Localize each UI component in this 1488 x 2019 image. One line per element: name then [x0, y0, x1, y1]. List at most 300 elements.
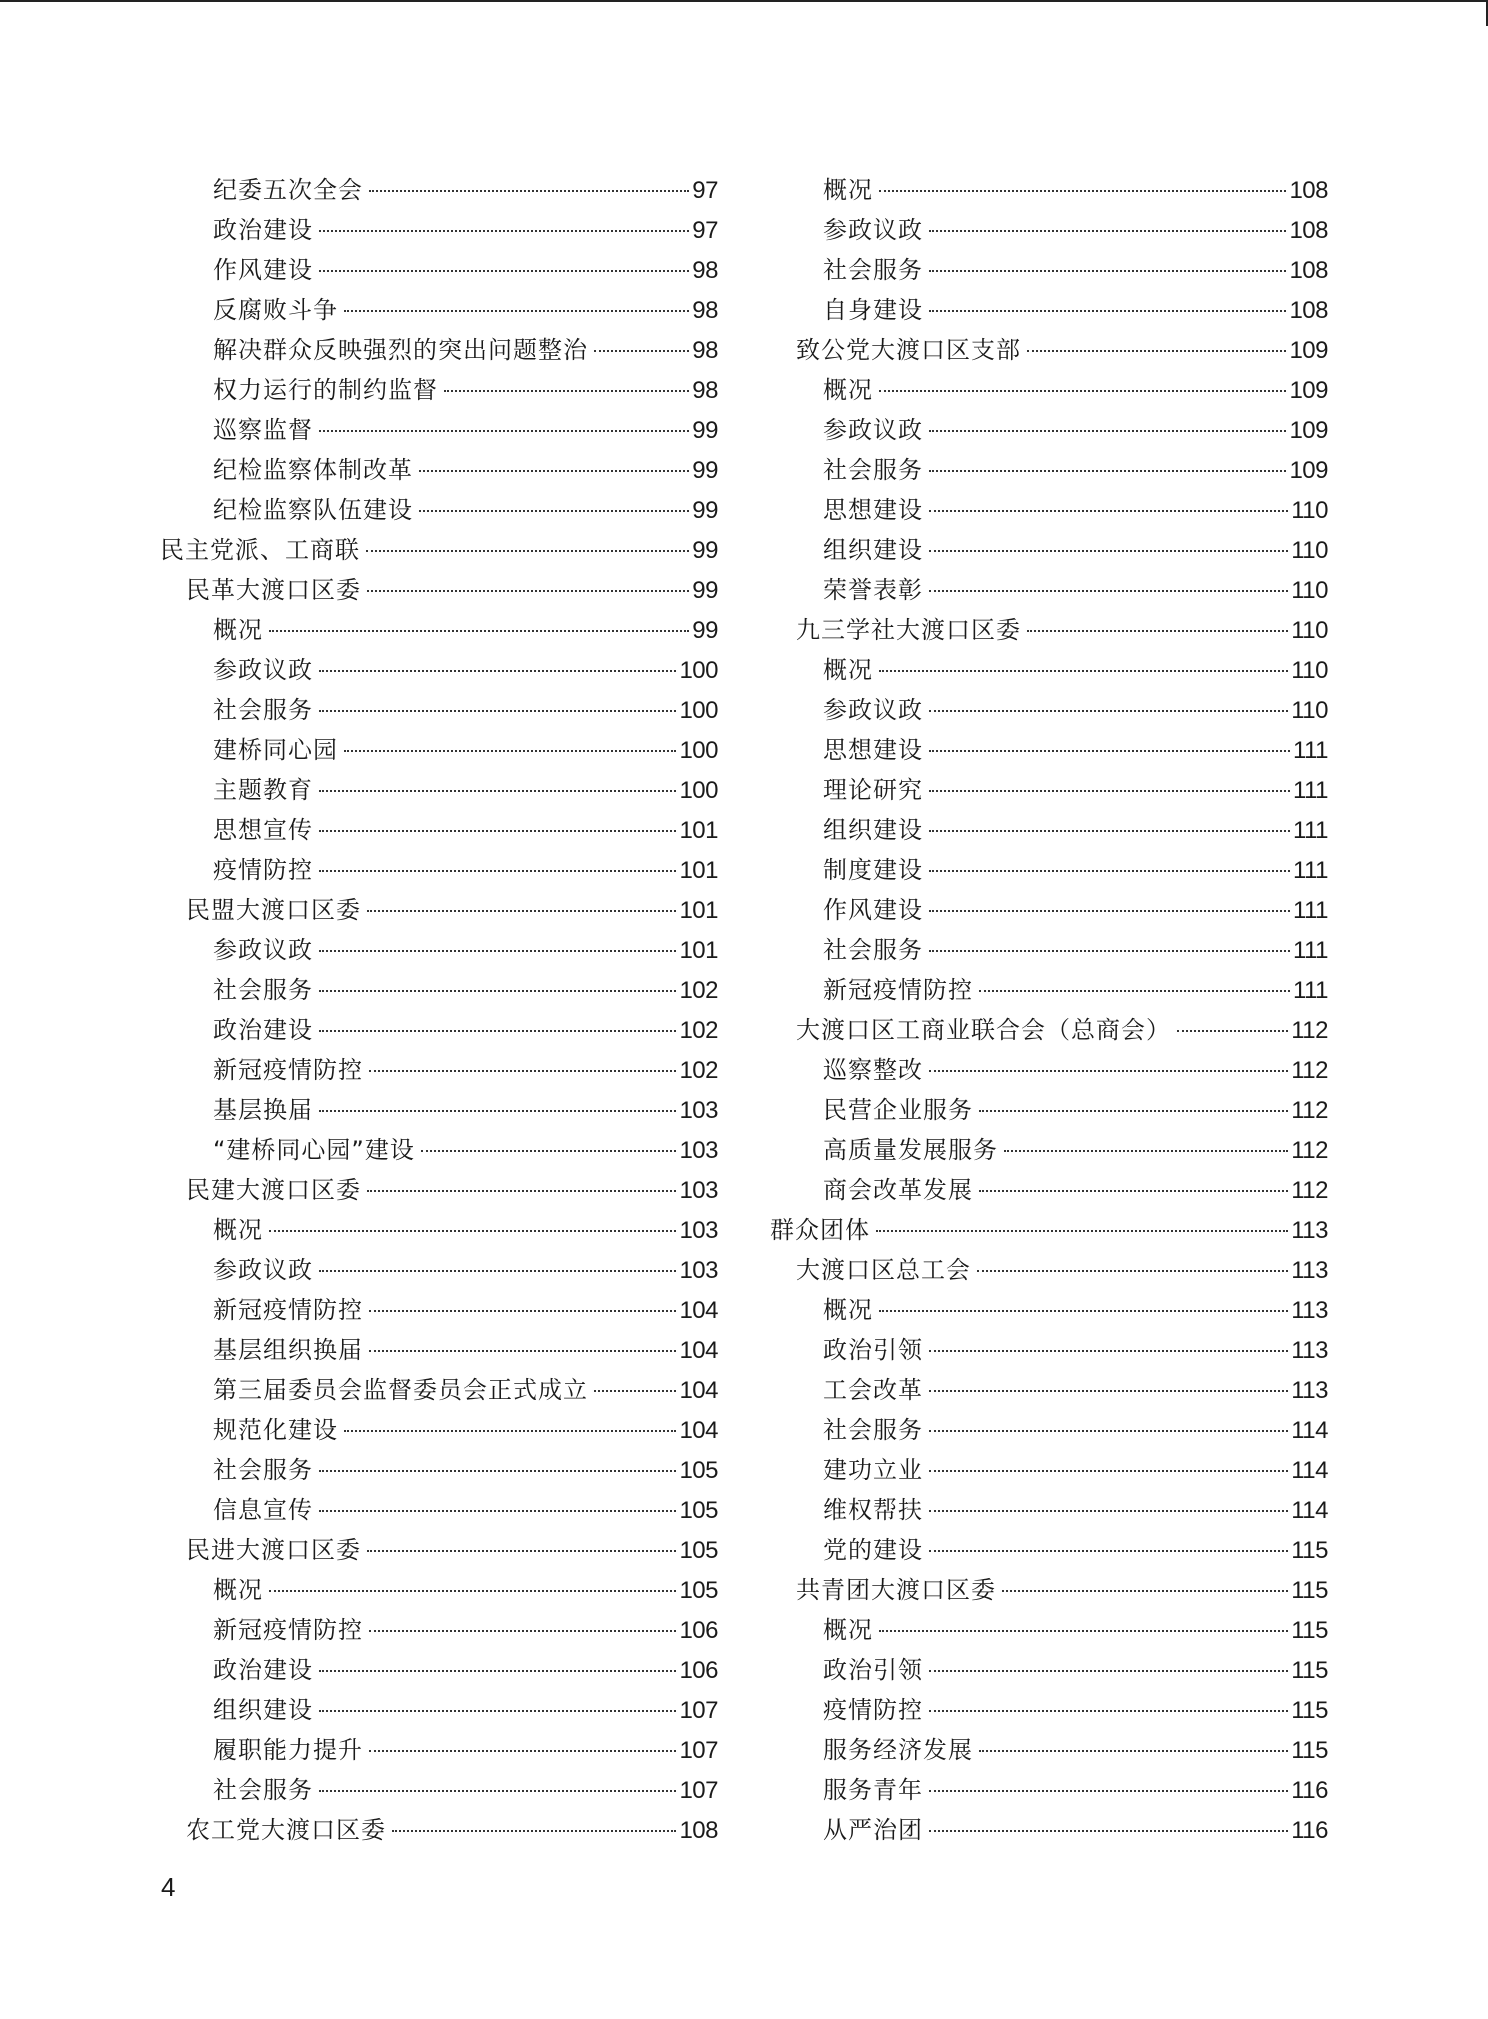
toc-entry-page: 115: [1291, 1657, 1328, 1684]
toc-entry-page: 103: [679, 1137, 718, 1164]
toc-entry[interactable]: [770, 530, 1328, 570]
toc-entry-page: 111: [1293, 897, 1328, 924]
toc-entry[interactable]: [160, 1330, 718, 1370]
toc-dot-leader: [929, 430, 1286, 432]
toc-entry[interactable]: [770, 330, 1328, 370]
toc-entry-title: 新冠疫情防控: [213, 1056, 363, 1084]
toc-entry[interactable]: [160, 250, 718, 290]
toc-entry-title: 民主党派、工商联: [160, 536, 360, 564]
toc-entry[interactable]: [770, 690, 1328, 730]
toc-entry-title: 作风建设: [823, 896, 923, 924]
toc-entry-page: 102: [679, 977, 718, 1004]
toc-dot-leader: [319, 950, 676, 952]
toc-entry-title: 政治建设: [213, 216, 313, 244]
toc-entry[interactable]: [160, 1410, 718, 1450]
toc-entry[interactable]: [160, 450, 718, 490]
toc-dot-leader: [319, 1790, 676, 1792]
toc-entry-page: 107: [679, 1777, 718, 1804]
toc-entry-page: 101: [679, 937, 718, 964]
toc-entry[interactable]: [770, 1370, 1328, 1410]
toc-entry[interactable]: [160, 890, 718, 930]
toc-entry-page: 101: [679, 857, 718, 884]
toc-entry-title: 民营企业服务: [823, 1096, 973, 1124]
toc-entry[interactable]: [770, 210, 1328, 250]
toc-dot-leader: [392, 1830, 676, 1832]
toc-entry-page: 113: [1291, 1217, 1328, 1244]
toc-dot-leader: [421, 1150, 677, 1152]
toc-dot-leader: [979, 990, 1290, 992]
toc-dot-leader: [419, 510, 689, 512]
toc-entry-page: 111: [1293, 977, 1328, 1004]
toc-entry[interactable]: [770, 1170, 1328, 1210]
toc-entry-page: 114: [1291, 1417, 1328, 1444]
toc-dot-leader: [444, 390, 689, 392]
toc-dot-leader: [319, 1710, 676, 1712]
toc-entry-page: 104: [679, 1297, 718, 1324]
toc-dot-leader: [929, 1670, 1288, 1672]
toc-entry[interactable]: [770, 890, 1328, 930]
toc-entry-title: 概况: [213, 1576, 263, 1604]
toc-entry[interactable]: [160, 330, 718, 370]
toc-entry-page: 103: [679, 1217, 718, 1244]
toc-dot-leader: [344, 310, 689, 312]
toc-dot-leader: [319, 1110, 676, 1112]
toc-entry[interactable]: [770, 1570, 1328, 1610]
toc-entry-page: 102: [679, 1017, 718, 1044]
toc-dot-leader: [929, 470, 1286, 472]
toc-entry-title: 服务青年: [823, 1776, 923, 1804]
toc-dot-leader: [1027, 630, 1288, 632]
toc-entry[interactable]: [160, 530, 718, 570]
toc-dot-leader: [269, 630, 689, 632]
toc-entry[interactable]: [770, 290, 1328, 330]
toc-entry-page: 110: [1291, 577, 1328, 604]
toc-entry-title: 民进大渡口区委: [186, 1536, 361, 1564]
toc-entry-page: 103: [679, 1097, 718, 1124]
toc-entry-page: 98: [692, 297, 718, 324]
toc-dot-leader: [929, 910, 1290, 912]
toc-entry-title: 新冠疫情防控: [823, 976, 973, 1004]
toc-entry-title: 新冠疫情防控: [213, 1616, 363, 1644]
toc-entry-title: 疫情防控: [213, 856, 313, 884]
toc-entry-page: 109: [1289, 337, 1328, 364]
toc-dot-leader: [344, 1430, 676, 1432]
toc-entry-page: 100: [679, 657, 718, 684]
toc-entry-title: 纪委五次全会: [213, 176, 363, 204]
toc-entry-page: 110: [1291, 537, 1328, 564]
toc-dot-leader: [369, 190, 689, 192]
toc-entry-title: “建桥同心园”建设: [213, 1136, 415, 1164]
toc-entry-title: 社会服务: [213, 696, 313, 724]
toc-entry-page: 112: [1291, 1097, 1328, 1124]
toc-entry-title: 民建大渡口区委: [186, 1176, 361, 1204]
toc-entry[interactable]: [770, 1210, 1328, 1250]
toc-entry[interactable]: [160, 810, 718, 850]
toc-entry[interactable]: [160, 690, 718, 730]
toc-entry[interactable]: [160, 370, 718, 410]
toc-entry-title: 社会服务: [823, 1416, 923, 1444]
toc-entry[interactable]: [770, 930, 1328, 970]
toc-dot-leader: [319, 1510, 676, 1512]
toc-entry[interactable]: [770, 1730, 1328, 1770]
toc-entry-title: 基层换届: [213, 1096, 313, 1124]
toc-entry[interactable]: [160, 410, 718, 450]
toc-entry-page: 116: [1291, 1817, 1328, 1844]
toc-entry[interactable]: [770, 170, 1328, 210]
toc-entry[interactable]: [770, 1450, 1328, 1490]
toc-entry[interactable]: [770, 1050, 1328, 1090]
toc-entry-title: 概况: [823, 176, 873, 204]
toc-entry[interactable]: [770, 410, 1328, 450]
toc-entry-title: 党的建设: [823, 1536, 923, 1564]
toc-dot-leader: [929, 790, 1290, 792]
toc-entry-page: 108: [1289, 177, 1328, 204]
toc-entry[interactable]: [160, 1490, 718, 1530]
toc-entry[interactable]: [770, 850, 1328, 890]
toc-dot-leader: [369, 1350, 676, 1352]
toc-dot-leader: [929, 750, 1290, 752]
toc-dot-leader: [879, 390, 1286, 392]
toc-right-column: [770, 170, 1328, 1850]
toc-dot-leader: [367, 590, 689, 592]
toc-entry-title: 解决群众反映强烈的突出问题整治: [213, 336, 588, 364]
toc-entry-page: 114: [1291, 1457, 1328, 1484]
toc-dot-leader: [319, 1270, 676, 1272]
toc-dot-leader: [319, 670, 676, 672]
toc-entry[interactable]: [770, 450, 1328, 490]
toc-dot-leader: [879, 1310, 1288, 1312]
toc-entry[interactable]: [160, 1050, 718, 1090]
toc-entry-title: 第三届委员会监督委员会正式成立: [213, 1376, 588, 1404]
toc-dot-leader: [979, 1190, 1288, 1192]
toc-entry[interactable]: [160, 1650, 718, 1690]
toc-entry-title: 大渡口区工商业联合会（总商会）: [796, 1016, 1171, 1044]
toc-dot-leader: [977, 1270, 1288, 1272]
toc-entry-title: 社会服务: [213, 1776, 313, 1804]
toc-entry-page: 98: [692, 337, 718, 364]
toc-dot-leader: [929, 590, 1288, 592]
toc-dot-leader: [979, 1750, 1288, 1752]
toc-entry-title: 制度建设: [823, 856, 923, 884]
toc-entry[interactable]: [770, 1650, 1328, 1690]
toc-entry-title: 纪检监察队伍建设: [213, 496, 413, 524]
toc-dot-leader: [1027, 350, 1286, 352]
toc-dot-leader: [929, 1710, 1288, 1712]
toc-dot-leader: [366, 550, 689, 552]
toc-entry-title: 从严治团: [823, 1816, 923, 1844]
toc-entry[interactable]: [770, 490, 1328, 530]
toc-dot-leader: [929, 270, 1286, 272]
toc-dot-leader: [319, 790, 676, 792]
toc-entry-page: 103: [679, 1257, 718, 1284]
toc-entry-title: 政治引领: [823, 1336, 923, 1364]
toc-entry-page: 113: [1291, 1257, 1328, 1284]
toc-dot-leader: [369, 1630, 676, 1632]
toc-entry[interactable]: [770, 370, 1328, 410]
toc-entry[interactable]: [160, 1690, 718, 1730]
toc-entry-page: 110: [1291, 697, 1328, 724]
toc-entry[interactable]: [160, 1130, 718, 1170]
toc-entry[interactable]: [770, 1410, 1328, 1450]
toc-entry-title: 民盟大渡口区委: [186, 896, 361, 924]
toc-dot-leader: [1002, 1590, 1288, 1592]
toc-entry[interactable]: [770, 1810, 1328, 1850]
toc-entry-page: 109: [1289, 417, 1328, 444]
toc-entry[interactable]: [770, 1490, 1328, 1530]
toc-entry-title: 概况: [823, 1296, 873, 1324]
toc-entry-title: 作风建设: [213, 256, 313, 284]
toc-entry[interactable]: [160, 730, 718, 770]
toc-entry-title: 履职能力提升: [213, 1736, 363, 1764]
toc-entry[interactable]: [770, 1290, 1328, 1330]
toc-entry-title: 信息宣传: [213, 1496, 313, 1524]
toc-entry-page: 111: [1293, 737, 1328, 764]
toc-dot-leader: [367, 1550, 676, 1552]
toc-entry[interactable]: [160, 170, 718, 210]
toc-entry[interactable]: [770, 1130, 1328, 1170]
toc-entry[interactable]: [160, 1090, 718, 1130]
toc-dot-leader: [269, 1590, 676, 1592]
toc-entry-title: 政治引领: [823, 1656, 923, 1684]
toc-entry[interactable]: [160, 850, 718, 890]
toc-entry-title: 社会服务: [213, 976, 313, 1004]
toc-entry[interactable]: [770, 970, 1328, 1010]
toc-entry[interactable]: [160, 1290, 718, 1330]
toc-entry[interactable]: [160, 1450, 718, 1490]
toc-entry-title: 规范化建设: [213, 1416, 338, 1444]
toc-entry[interactable]: [160, 1010, 718, 1050]
toc-entry[interactable]: [160, 570, 718, 610]
toc-entry-page: 111: [1293, 777, 1328, 804]
toc-entry-title: 社会服务: [823, 256, 923, 284]
toc-dot-leader: [929, 710, 1288, 712]
toc-dot-leader: [1004, 1150, 1288, 1152]
toc-dot-leader: [319, 1470, 676, 1472]
toc-entry-title: 荣誉表彰: [823, 576, 923, 604]
toc-entry-page: 115: [1291, 1577, 1328, 1604]
toc-entry-page: 115: [1291, 1737, 1328, 1764]
toc-entry-title: 参政议政: [213, 656, 313, 684]
toc-entry-page: 104: [679, 1337, 718, 1364]
toc-entry-title: 概况: [823, 376, 873, 404]
toc-entry-page: 105: [679, 1497, 718, 1524]
toc-entry-title: 基层组织换届: [213, 1336, 363, 1364]
toc-dot-leader: [929, 1430, 1288, 1432]
toc-dot-leader: [319, 1030, 676, 1032]
toc-entry[interactable]: [770, 1010, 1328, 1050]
toc-entry-page: 100: [679, 777, 718, 804]
toc-entry[interactable]: [160, 1770, 718, 1810]
toc-entry[interactable]: [160, 930, 718, 970]
toc-entry[interactable]: [160, 1810, 718, 1850]
toc-dot-leader: [594, 350, 689, 352]
toc-entry[interactable]: [160, 1210, 718, 1250]
toc-dot-leader: [929, 1510, 1288, 1512]
toc-entry-title: 农工党大渡口区委: [186, 1816, 386, 1844]
toc-entry-page: 106: [679, 1617, 718, 1644]
toc-entry-page: 116: [1291, 1777, 1328, 1804]
toc-dot-leader: [319, 830, 676, 832]
toc-entry-page: 108: [679, 1817, 718, 1844]
toc-dot-leader: [269, 1230, 676, 1232]
toc-entry-page: 105: [679, 1537, 718, 1564]
toc-entry-page: 102: [679, 1057, 718, 1084]
toc-dot-leader: [929, 310, 1286, 312]
toc-entry[interactable]: [160, 970, 718, 1010]
toc-dot-leader: [1177, 1030, 1288, 1032]
toc-entry[interactable]: [770, 610, 1328, 650]
toc-entry[interactable]: [160, 1170, 718, 1210]
toc-entry[interactable]: [770, 1530, 1328, 1570]
toc-entry-title: 思想建设: [823, 496, 923, 524]
toc-entry-page: 99: [692, 457, 718, 484]
toc-entry[interactable]: [770, 1690, 1328, 1730]
toc-entry[interactable]: [770, 730, 1328, 770]
toc-entry-title: 自身建设: [823, 296, 923, 324]
toc-entry-title: 参政议政: [213, 936, 313, 964]
toc-entry-page: 106: [679, 1657, 718, 1684]
toc-entry-page: 110: [1291, 497, 1328, 524]
toc-dot-leader: [879, 190, 1286, 192]
toc-entry[interactable]: [160, 1370, 718, 1410]
toc-entry-page: 99: [692, 417, 718, 444]
toc-entry[interactable]: [770, 650, 1328, 690]
toc-entry-page: 98: [692, 377, 718, 404]
toc-entry-page: 104: [679, 1377, 718, 1404]
toc-entry-title: 反腐败斗争: [213, 296, 338, 324]
toc-entry-title: 共青团大渡口区委: [796, 1576, 996, 1604]
toc-entry[interactable]: [160, 650, 718, 690]
toc-entry-title: 参政议政: [823, 696, 923, 724]
toc-entry-title: 概况: [213, 616, 263, 644]
toc-entry-page: 107: [679, 1737, 718, 1764]
toc-dot-leader: [369, 1750, 676, 1752]
toc-entry[interactable]: [770, 770, 1328, 810]
toc-entry-title: 概况: [823, 656, 873, 684]
toc-entry[interactable]: [160, 1610, 718, 1650]
toc-dot-leader: [319, 710, 676, 712]
toc-dot-leader: [319, 270, 689, 272]
toc-entry-page: 101: [679, 817, 718, 844]
toc-entry-title: 社会服务: [823, 936, 923, 964]
toc-dot-leader: [879, 670, 1288, 672]
toc-entry-page: 108: [1289, 217, 1328, 244]
toc-entry-title: 组织建设: [823, 816, 923, 844]
toc-entry-title: 政治建设: [213, 1656, 313, 1684]
toc-entry-page: 105: [679, 1577, 718, 1604]
toc-dot-leader: [929, 1790, 1288, 1792]
toc-entry-title: 政治建设: [213, 1016, 313, 1044]
toc-dot-leader: [369, 1070, 676, 1072]
toc-entry-page: 115: [1291, 1537, 1328, 1564]
toc-entry-title: 大渡口区总工会: [796, 1256, 971, 1284]
toc-entry-page: 100: [679, 697, 718, 724]
toc-dot-leader: [929, 870, 1290, 872]
toc-entry-title: 建桥同心园: [213, 736, 338, 764]
toc-entry-title: 疫情防控: [823, 1696, 923, 1724]
toc-dot-leader: [319, 430, 689, 432]
toc-entry-title: 参政议政: [823, 416, 923, 444]
toc-entry-page: 113: [1291, 1337, 1328, 1364]
toc-entry-page: 97: [692, 177, 718, 204]
toc-entry-page: 111: [1293, 817, 1328, 844]
toc-entry[interactable]: [160, 1530, 718, 1570]
toc-entry[interactable]: [770, 810, 1328, 850]
toc-entry-page: 113: [1291, 1377, 1328, 1404]
toc-dot-leader: [929, 950, 1290, 952]
toc-entry-title: 概况: [823, 1616, 873, 1644]
toc-entry-page: 112: [1291, 1057, 1328, 1084]
toc-entry-page: 98: [692, 257, 718, 284]
toc-entry[interactable]: [770, 1770, 1328, 1810]
toc-entry-title: 组织建设: [213, 1696, 313, 1724]
toc-entry[interactable]: [160, 210, 718, 250]
toc-entry-page: 110: [1291, 617, 1328, 644]
toc-dot-leader: [319, 1670, 676, 1672]
toc-dot-leader: [319, 990, 676, 992]
toc-dot-leader: [929, 1350, 1288, 1352]
toc-entry-title: 新冠疫情防控: [213, 1296, 363, 1324]
toc-dot-leader: [929, 1830, 1288, 1832]
toc-entry-page: 108: [1289, 257, 1328, 284]
toc-dot-leader: [929, 550, 1288, 552]
toc-entry-title: 社会服务: [823, 456, 923, 484]
toc-entry[interactable]: [160, 610, 718, 650]
toc-entry-page: 100: [679, 737, 718, 764]
toc-entry[interactable]: [160, 1570, 718, 1610]
toc-dot-leader: [879, 1630, 1288, 1632]
toc-entry-page: 112: [1291, 1017, 1328, 1044]
toc-entry[interactable]: [770, 1330, 1328, 1370]
toc-entry-page: 112: [1291, 1177, 1328, 1204]
toc-dot-leader: [367, 1190, 676, 1192]
toc-entry[interactable]: [160, 1250, 718, 1290]
toc-entry[interactable]: [770, 1610, 1328, 1650]
toc-entry-title: 社会服务: [213, 1456, 313, 1484]
toc-dot-leader: [876, 1230, 1288, 1232]
toc-entry[interactable]: [770, 1250, 1328, 1290]
toc-entry[interactable]: [770, 1090, 1328, 1130]
toc-entry-page: 108: [1289, 297, 1328, 324]
toc-entry[interactable]: [160, 490, 718, 530]
toc-entry-title: 建功立业: [823, 1456, 923, 1484]
page-top-border: [0, 0, 1488, 2]
toc-left-column: [160, 170, 718, 1850]
toc-dot-leader: [319, 230, 689, 232]
toc-entry-page: 111: [1293, 937, 1328, 964]
toc-entry[interactable]: [160, 290, 718, 330]
toc-entry-title: 九三学社大渡口区委: [796, 616, 1021, 644]
toc-entry-title: 理论研究: [823, 776, 923, 804]
toc-dot-leader: [929, 230, 1286, 232]
toc-entry-title: 巡察整改: [823, 1056, 923, 1084]
toc-entry[interactable]: [160, 1730, 718, 1770]
toc-dot-leader: [367, 910, 676, 912]
toc-entry-title: 纪检监察体制改革: [213, 456, 413, 484]
toc-dot-leader: [929, 510, 1288, 512]
toc-entry[interactable]: [770, 250, 1328, 290]
toc-entry-page: 101: [679, 897, 718, 924]
toc-entry-page: 114: [1291, 1497, 1328, 1524]
toc-entry[interactable]: [770, 570, 1328, 610]
toc-entry-title: 参政议政: [213, 1256, 313, 1284]
toc-entry-page: 115: [1291, 1617, 1328, 1644]
toc-entry-title: 思想建设: [823, 736, 923, 764]
toc-entry-title: 主题教育: [213, 776, 313, 804]
toc-entry-page: 105: [679, 1457, 718, 1484]
toc-entry-page: 99: [692, 577, 718, 604]
toc-entry[interactable]: [160, 770, 718, 810]
